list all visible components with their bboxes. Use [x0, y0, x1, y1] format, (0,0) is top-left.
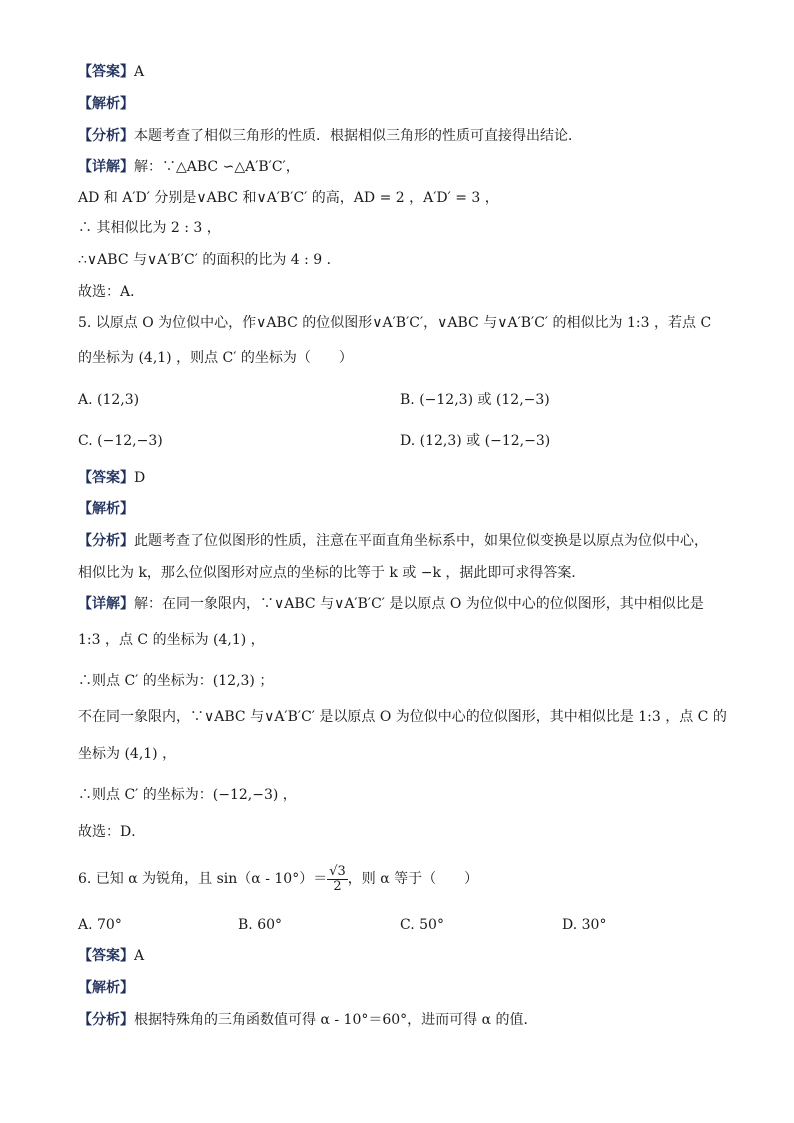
- q5-fenxi-line-2: 相似比为 k，那么位似图形对应点的坐标的比等于 k 或 −k ，据此即可求得答案．: [78, 565, 586, 581]
- q6-stem: [78, 864, 734, 894]
- answer-value: D: [134, 470, 146, 486]
- q5-stem-line-1: 5. 以原点 O 为位似中心，作∨ABC 的位似图形∨A′B′C′，∨ABC 与∨A′B′C′ 的相似比为 1:3 ，若点 C: [78, 315, 712, 331]
- q4-conclusion: 故选：A．: [78, 284, 145, 300]
- q5-detail-line-2: 1:3 ，点 C 的坐标为 (4,1) ，: [78, 632, 265, 648]
- analysis-tag: 【解析】: [78, 980, 134, 996]
- q4-detail-line-3: ∴ 其相似比为 2 : 3 ，: [78, 220, 221, 236]
- q5-conclusion: 故选：D．: [78, 824, 146, 840]
- q5-detail-line-5: 坐标为 (4,1) ，: [78, 746, 177, 762]
- q4-detail-line-2: AD 和 A′D′ 分别是∨ABC 和∨A′B′C′ 的高，AD = 2 ，A′D′ = 3 ，: [78, 190, 499, 206]
- answer-tag: 【答案】: [78, 64, 134, 80]
- q5-detail-line-1: [78, 594, 734, 614]
- sqrt3-over-2-fraction: [327, 865, 348, 894]
- q6-fenxi: [78, 1010, 734, 1030]
- q5-detail-line-6: ∴则点 C′ 的坐标为：(−12,−3) ，: [78, 787, 297, 803]
- q6-option-c: C. 50°: [400, 917, 444, 933]
- q6-answer: [78, 946, 734, 966]
- q6-analysis-title: [78, 978, 734, 998]
- q4-answer: [78, 62, 734, 82]
- detail-tag: 【详解】: [78, 596, 134, 612]
- q4-analysis-title: [78, 94, 734, 114]
- fenxi-tag: 【分析】: [78, 533, 134, 549]
- q5-fenxi-line-1: [78, 531, 734, 551]
- q6-stem-before: 6. 已知 α 为锐角，且 sin（α - 10°）＝: [78, 871, 328, 887]
- detail-tag: 【详解】: [78, 159, 134, 175]
- fenxi-text: 此题考查了位似图形的性质，注意在平面直角坐标系中，如果位似变换是以原点为位似中心，: [134, 533, 708, 549]
- q4-fenxi: [78, 126, 734, 146]
- q6-stem-after: ，则 α 等于（ ）: [347, 871, 479, 887]
- q5-option-d: D. (12,3) 或 (−12,−3): [400, 433, 551, 449]
- answer-tag: 【答案】: [78, 470, 134, 486]
- q4-detail-line-4: ∴∨ABC 与∨A′B′C′ 的面积的比为 4 : 9 ．: [78, 252, 341, 268]
- fraction-numerator: √3: [329, 863, 346, 879]
- q5-detail-line-4: 不在同一象限内，∵∨ABC 与∨A′B′C′ 是以原点 O 为位似中心的位似图形，其中相似比是 1:3 ，点 C 的: [78, 709, 727, 725]
- q5-analysis-title: [78, 499, 734, 519]
- analysis-tag: 【解析】: [78, 501, 134, 517]
- answer-value: A: [134, 948, 145, 964]
- q6-option-d: D. 30°: [562, 917, 607, 933]
- q5-stem-line-2: 的坐标为 (4,1) ，则点 C′ 的坐标为（ ）: [78, 350, 353, 366]
- q5-option-c: C. (−12,−3): [78, 433, 163, 449]
- fenxi-tag: 【分析】: [78, 128, 134, 144]
- q5-option-a: A. (12,3): [78, 392, 140, 408]
- answer-tag: 【答案】: [78, 948, 134, 964]
- detail-text: 解：∵△ABC ∽△A′B′C′，: [134, 159, 300, 175]
- fenxi-tag: 【分析】: [78, 1012, 134, 1028]
- answer-value: A: [134, 64, 145, 80]
- q5-answer: [78, 468, 734, 488]
- fenxi-text: 本题考查了相似三角形的性质．根据相似三角形的性质可直接得出结论．: [134, 128, 582, 144]
- fenxi-text: 根据特殊角的三角函数值可得 α - 10°＝60°，进而可得 α 的值．: [134, 1012, 538, 1028]
- q5-option-b: B. (−12,3) 或 (12,−3): [400, 392, 550, 408]
- q6-option-a: A. 70°: [78, 917, 122, 933]
- q5-detail-line-3: ∴则点 C′ 的坐标为：(12,3) ；: [78, 673, 274, 689]
- fraction-denominator: 2: [333, 878, 342, 894]
- q6-option-b: B. 60°: [238, 917, 283, 933]
- analysis-tag: 【解析】: [78, 96, 134, 112]
- q4-detail-line-1: [78, 157, 734, 177]
- detail-text: 解：在同一象限内，∵∨ABC 与∨A′B′C′ 是以原点 O 为位似中心的位似图形，其中相似比是: [134, 596, 704, 612]
